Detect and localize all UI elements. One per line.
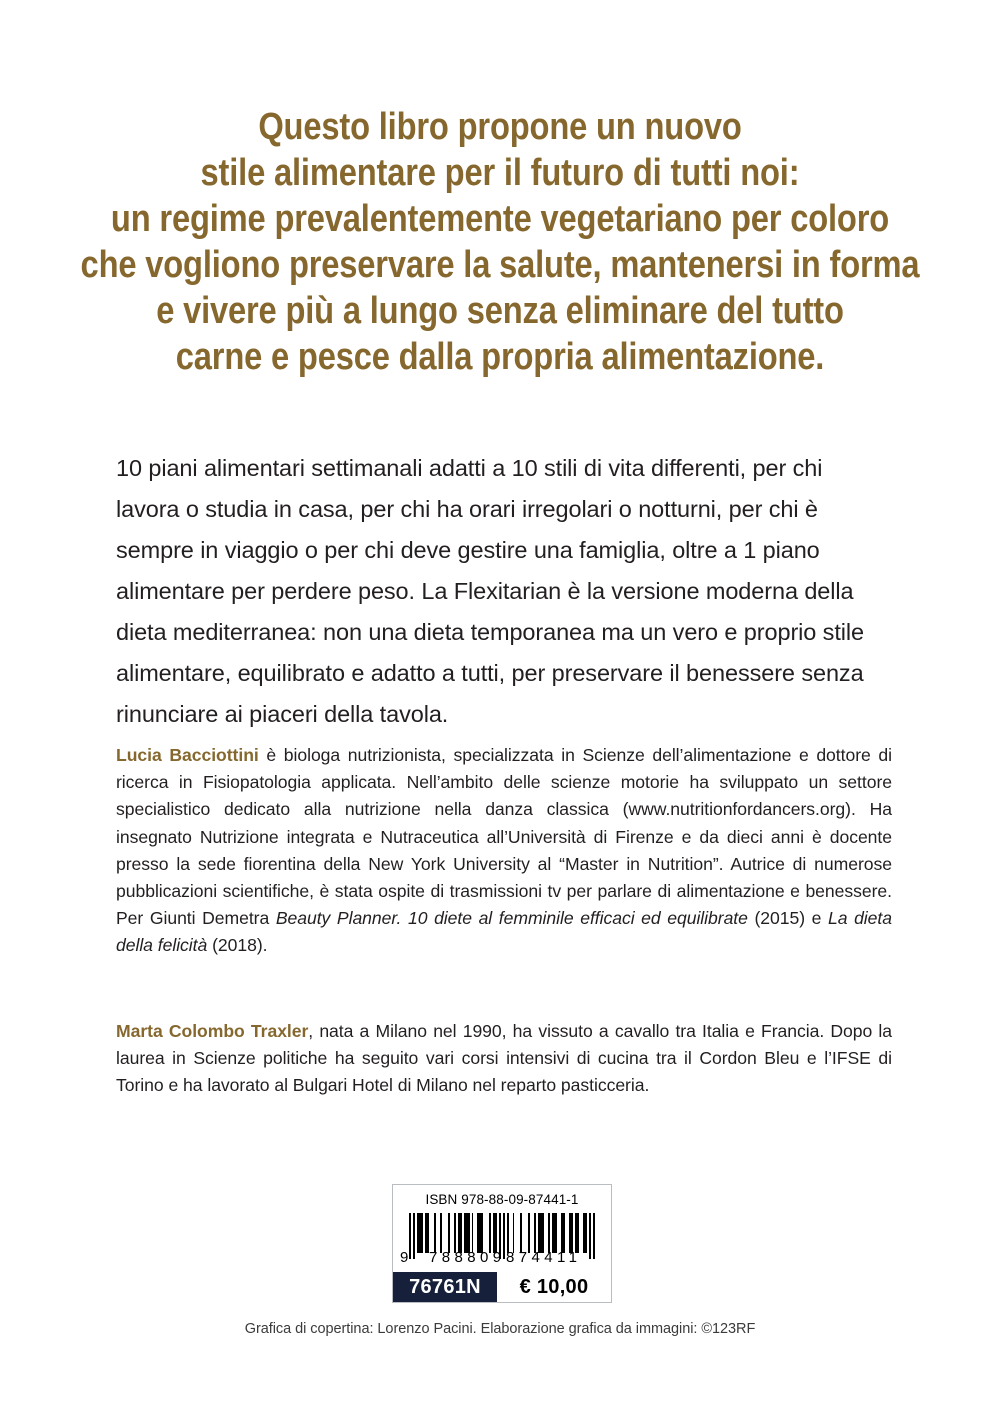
headline-line-2: stile alimentare per il futuro di tutti noi: bbox=[200, 152, 800, 194]
author-name: Marta Colombo Traxler bbox=[116, 1021, 309, 1041]
barcode-digits-right: 874411 bbox=[506, 1248, 582, 1266]
barcode-digits bbox=[400, 1248, 595, 1266]
headline-line-3: un regime prevalentemente vegetariano per coloro bbox=[110, 198, 890, 240]
intro-paragraph: 10 piani alimentari settimanali adatti a 10 stili di vita differenti, per chi lavora o studia in casa, per chi ha orari irregolari o notturni, per chi è sempre in viaggio o per chi deve gestire una famiglia, oltre a 1 piano alimentare per perdere peso. La Flexitarian è la versione moderna della dieta mediterranea: non una dieta temporanea ma un vero e proprio stile alimentare, equilibrato e adatto a tutti, per preservare il benessere senza rinunciare ai piaceri della tavola. bbox=[116, 455, 864, 727]
price-row bbox=[393, 1272, 611, 1302]
bio-text-part-1: è biologa nutrizionista, specializzata in Scienze dell’alimentazione e dottore di ricerca in Fisiopatologia applicata. Nell’ambito delle scienze motorie ha sviluppato un settore specialistico dedicato alla nutrizione nella danza classica (www.nutritionfordancers.org). Ha insegnato Nutrizione integrata e Nutraceutica all’Università di Firenze e da dieci anni è docente presso la sede fiorentina della New York University al “Master in Nutrition”. Autrice di numerose pubblicazioni scientifiche, è stata ospite di trasmissioni tv per parlare di alimentazione e benessere. Per Giunti Demetra bbox=[116, 745, 892, 929]
bio-text-part-2: (2015) e bbox=[747, 908, 828, 929]
headline-block bbox=[70, 104, 930, 380]
ean13-barcode bbox=[400, 1213, 595, 1266]
bio-text-part-3: (2018). bbox=[207, 935, 268, 956]
barcode-block bbox=[392, 1184, 612, 1303]
bio-text-part-1: , nata a Milano nel 1990, ha vissuto a cavallo tra Italia e Francia. Dopo la laurea in Scienze politiche ha seguito vari corsi intensivi di cucina tra il Cordon Bleu e l’IFSE di Torino e ha lavorato al Bulgari Hotel di Milano nel reparto pasticceria. bbox=[116, 1021, 892, 1096]
author-bio-lucia-bacciottini bbox=[116, 742, 892, 960]
author-name: Lucia Bacciottini bbox=[116, 745, 259, 765]
headline-line-4: che vogliono preservare la salute, mantenersi in forma bbox=[80, 244, 920, 286]
internal-code: 76761N bbox=[393, 1272, 497, 1302]
barcode-digit-lead: 9 bbox=[400, 1248, 409, 1266]
price-value: € 10,00 bbox=[497, 1272, 611, 1302]
book-title-2: La dieta della felicità bbox=[116, 908, 892, 956]
headline-line-6: carne e pesce dalla propria alimentazione. bbox=[175, 336, 825, 378]
barcode-digits-left: 788809 bbox=[429, 1248, 506, 1266]
author-bio-marta-colombo-traxler bbox=[116, 1018, 892, 1100]
isbn-label: ISBN 978-88-09-87441-1 bbox=[425, 1192, 579, 1207]
headline-line-5: e vivere più a lungo senza eliminare del tutto bbox=[156, 290, 844, 332]
book-title-1: Beauty Planner. 10 diete al femminile efficaci ed equilibrate bbox=[275, 908, 748, 929]
cover-credit-line: Grafica di copertina: Lorenzo Pacini. Elaborazione grafica da immagini: ©123RF bbox=[244, 1321, 756, 1337]
headline-line-1: Questo libro propone un nuovo bbox=[258, 106, 742, 148]
